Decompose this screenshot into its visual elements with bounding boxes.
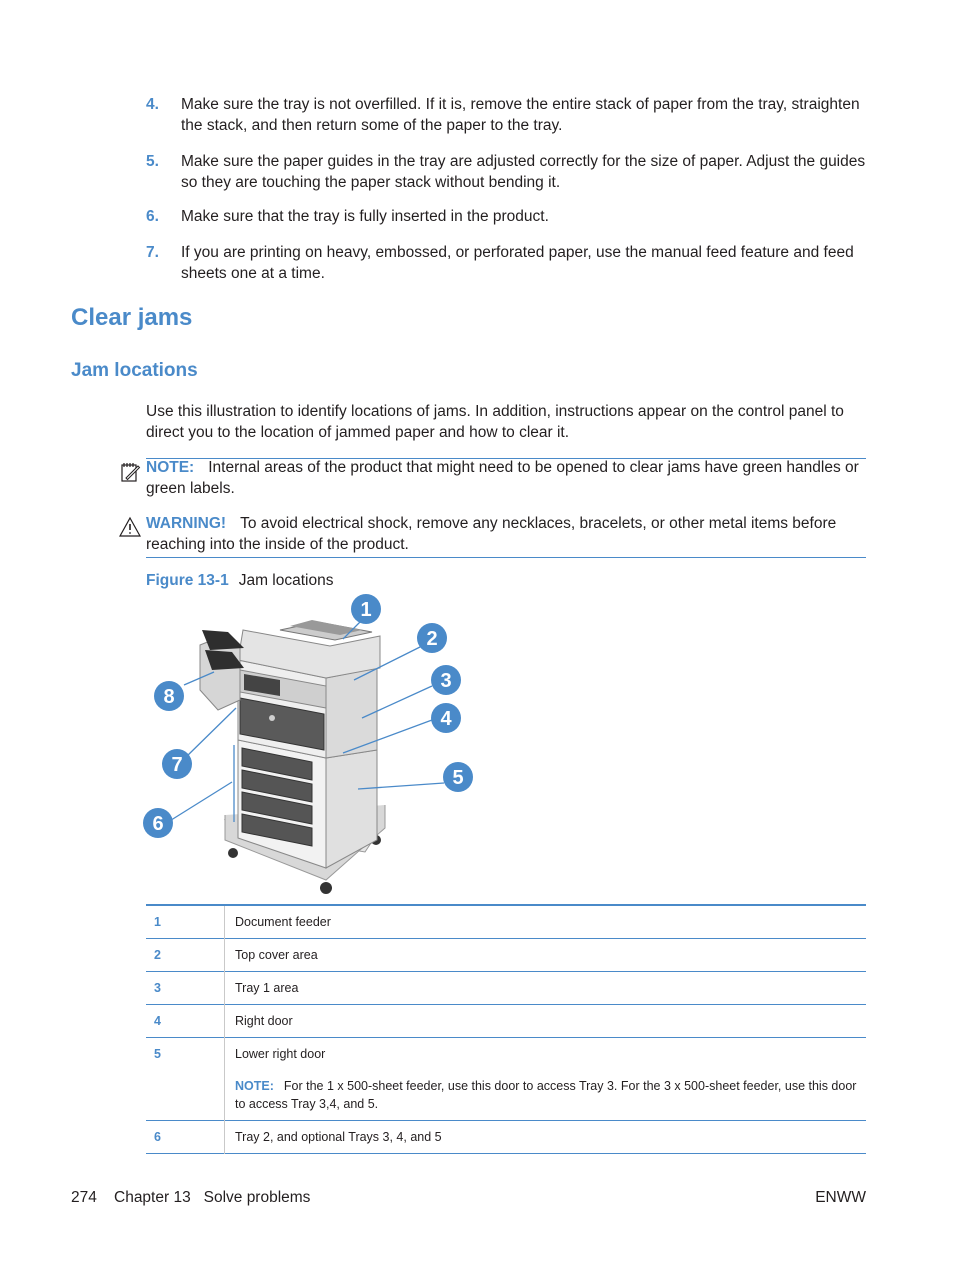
- row-description: Tray 1 area: [235, 981, 299, 995]
- section-heading: Clear jams: [71, 304, 193, 331]
- warning-rule: [146, 557, 866, 558]
- warning-label: WARNING!: [146, 515, 227, 532]
- row-number: 3: [146, 972, 225, 1005]
- footer-chapter: Chapter 13 Solve problems: [114, 1189, 311, 1206]
- row-note-text: For the 1 x 500-sheet feeder, use this door to access Tray 3. For the 3 x 500-sheet feeder, use this door to access Tray 3,4, and 5.: [235, 1079, 857, 1111]
- table-row: [146, 905, 866, 939]
- footer-page-number: 274: [71, 1189, 97, 1206]
- figure-caption-text: Jam locations: [238, 572, 334, 589]
- intro-paragraph: Use this illustration to identify locations of jams. In addition, instructions appear on the control panel to direct you to the location of jammed paper and how to clear it.: [146, 403, 844, 441]
- callout-marker-7: [162, 749, 192, 779]
- row-description-cell: [225, 1038, 867, 1121]
- table-row: [146, 939, 866, 972]
- step-number: 4.: [146, 96, 159, 113]
- warning-text: To avoid electrical shock, remove any necklaces, bracelets, or other metal items before reaching into the inside of the product.: [146, 515, 837, 553]
- step-number: 6.: [146, 208, 159, 225]
- row-number: 4: [146, 1005, 225, 1038]
- callout-marker-8: [154, 681, 184, 711]
- figure-caption: [146, 570, 333, 591]
- callout-number: 3: [440, 670, 452, 692]
- note-label: NOTE:: [146, 459, 195, 476]
- subsection-heading: Jam locations: [71, 360, 198, 381]
- caster-wheel-icon: [228, 848, 238, 858]
- note-callout: [146, 457, 866, 499]
- step-6: [146, 206, 866, 227]
- figure-label: Figure 13-1: [146, 572, 229, 589]
- step-number: 5.: [146, 153, 159, 170]
- step-text: Make sure the paper guides in the tray are adjusted correctly for the size of paper. Adjust the guides so they are touching the paper stack without bending it.: [181, 153, 866, 191]
- step-7: [146, 242, 866, 284]
- callout-number: 6: [152, 813, 164, 835]
- callout-marker-2: [417, 623, 447, 653]
- callout-number: 7: [171, 754, 183, 776]
- callout-marker-4: [431, 703, 461, 733]
- row-number: 1: [146, 905, 225, 939]
- table-row: [146, 1038, 866, 1121]
- table-row: [146, 1005, 866, 1038]
- callout-marker-3: [431, 665, 461, 695]
- row-number: 5: [146, 1038, 225, 1121]
- row-note: [235, 1077, 858, 1113]
- callout-number: 5: [452, 767, 464, 789]
- jam-locations-table: [146, 904, 866, 1154]
- step-text: Make sure the tray is not overfilled. If it is, remove the entire stack of paper from the tray, straighten the stack, and then return some of the paper to the tray.: [181, 96, 860, 134]
- row-number: 2: [146, 939, 225, 972]
- footer-right-label: ENWW: [815, 1189, 866, 1206]
- table-row: [146, 972, 866, 1005]
- jam-locations-illustration: [140, 590, 480, 900]
- note-text: Internal areas of the product that might need to be opened to clear jams have green handles or green labels.: [146, 459, 859, 497]
- step-5: [146, 151, 866, 193]
- step-text: If you are printing on heavy, embossed, or perforated paper, use the manual feed feature and feed sheets one at a time.: [181, 244, 854, 282]
- callout-number: 4: [440, 708, 452, 730]
- warning-callout: [146, 513, 866, 555]
- callout-number: 8: [163, 686, 175, 708]
- caster-wheel-icon: [320, 882, 332, 894]
- callout-marker-6: [143, 808, 173, 838]
- step-number: 7.: [146, 244, 159, 261]
- row-description: Top cover area: [235, 948, 318, 962]
- row-description: Document feeder: [235, 915, 331, 929]
- row-description: Right door: [235, 1014, 293, 1028]
- step-4: [146, 94, 866, 136]
- note-icon: [119, 461, 141, 483]
- warning-icon: [119, 516, 141, 538]
- step-text: Make sure that the tray is fully inserted in the product.: [181, 208, 549, 225]
- row-description: Tray 2, and optional Trays 3, 4, and 5: [235, 1130, 442, 1144]
- row-note-label: NOTE:: [235, 1079, 274, 1093]
- table-row: [146, 1121, 866, 1154]
- callout-number: 1: [360, 599, 372, 621]
- callout-number: 2: [426, 628, 438, 650]
- callout-marker-5: [443, 762, 473, 792]
- row-number: 6: [146, 1121, 225, 1154]
- callout-marker-1: [351, 594, 381, 624]
- row-description: Lower right door: [235, 1047, 326, 1061]
